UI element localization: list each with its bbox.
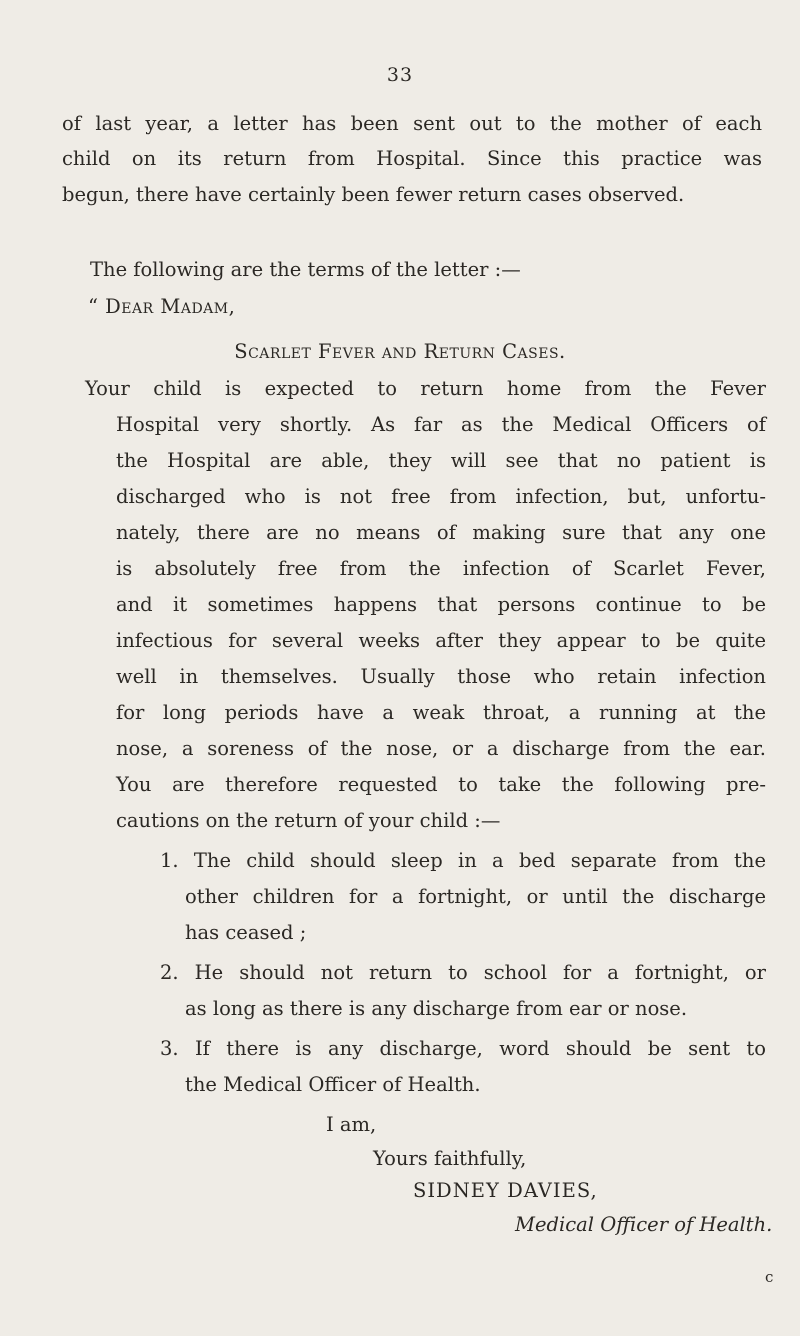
letter-body-line: infectious for several weeks after they appear to be quite — [116, 629, 766, 652]
letter-body-line: well in themselves. Usually those who retain infection — [116, 665, 766, 688]
letter-body-line: cautions on the return of your child :— — [116, 809, 501, 832]
letter-body-line: and it sometimes happens that persons continue to be — [116, 593, 766, 616]
page-number: 33 — [386, 64, 414, 86]
letter-body-line: discharged who is not free from infection, but, unfortu- — [116, 485, 766, 508]
salutation: “ Dear Madam, — [88, 295, 236, 318]
signature-name: SIDNEY DAVIES, — [413, 1179, 598, 1202]
closing-i-am: I am, — [326, 1113, 377, 1136]
letter-body-line: Your child is expected to return home from the Fever — [85, 377, 766, 400]
precaution-item-3: the Medical Officer of Health. — [185, 1073, 481, 1096]
letter-body-line: nately, there are no means of making sure that any one — [116, 521, 766, 544]
closing-yours: Yours faithfully, — [373, 1147, 527, 1170]
intro-line: of last year, a letter has been sent out to the mother of each — [62, 112, 762, 135]
letter-body-line: for long periods have a weak throat, a running at the — [116, 701, 766, 724]
letter-body-line: nose, a soreness of the nose, or a discharge from the ear. — [116, 737, 766, 760]
letter-heading: Scarlet Fever and Return Cases. — [234, 340, 566, 363]
letter-body-line: the Hospital are able, they will see that no patient is — [116, 449, 766, 472]
precaution-item-1: has ceased ; — [185, 921, 307, 944]
letter-body-line: You are therefore requested to take the following pre- — [116, 773, 766, 796]
letter-body-line: Hospital very shortly. As far as the Medical Officers of — [116, 413, 766, 436]
precaution-item-1: 1. The child should sleep in a bed separate from the — [160, 849, 766, 872]
precaution-item-2: as long as there is any discharge from ear or nose. — [185, 997, 688, 1020]
intro-line: child on its return from Hospital. Since this practice was — [62, 147, 762, 170]
signature-mark: c — [765, 1268, 774, 1286]
precaution-item-1: other children for a fortnight, or until the discharge — [185, 885, 766, 908]
terms-line: The following are the terms of the letter :— — [90, 258, 521, 281]
intro-line: begun, there have certainly been fewer return cases observed. — [62, 183, 685, 206]
signature-title: Medical Officer of Health. — [515, 1213, 773, 1236]
letter-body-line: is absolutely free from the infection of Scarlet Fever, — [116, 557, 766, 580]
precaution-item-3: 3. If there is any discharge, word should be sent to — [160, 1037, 766, 1060]
precaution-item-2: 2. He should not return to school for a fortnight, or — [160, 961, 766, 984]
